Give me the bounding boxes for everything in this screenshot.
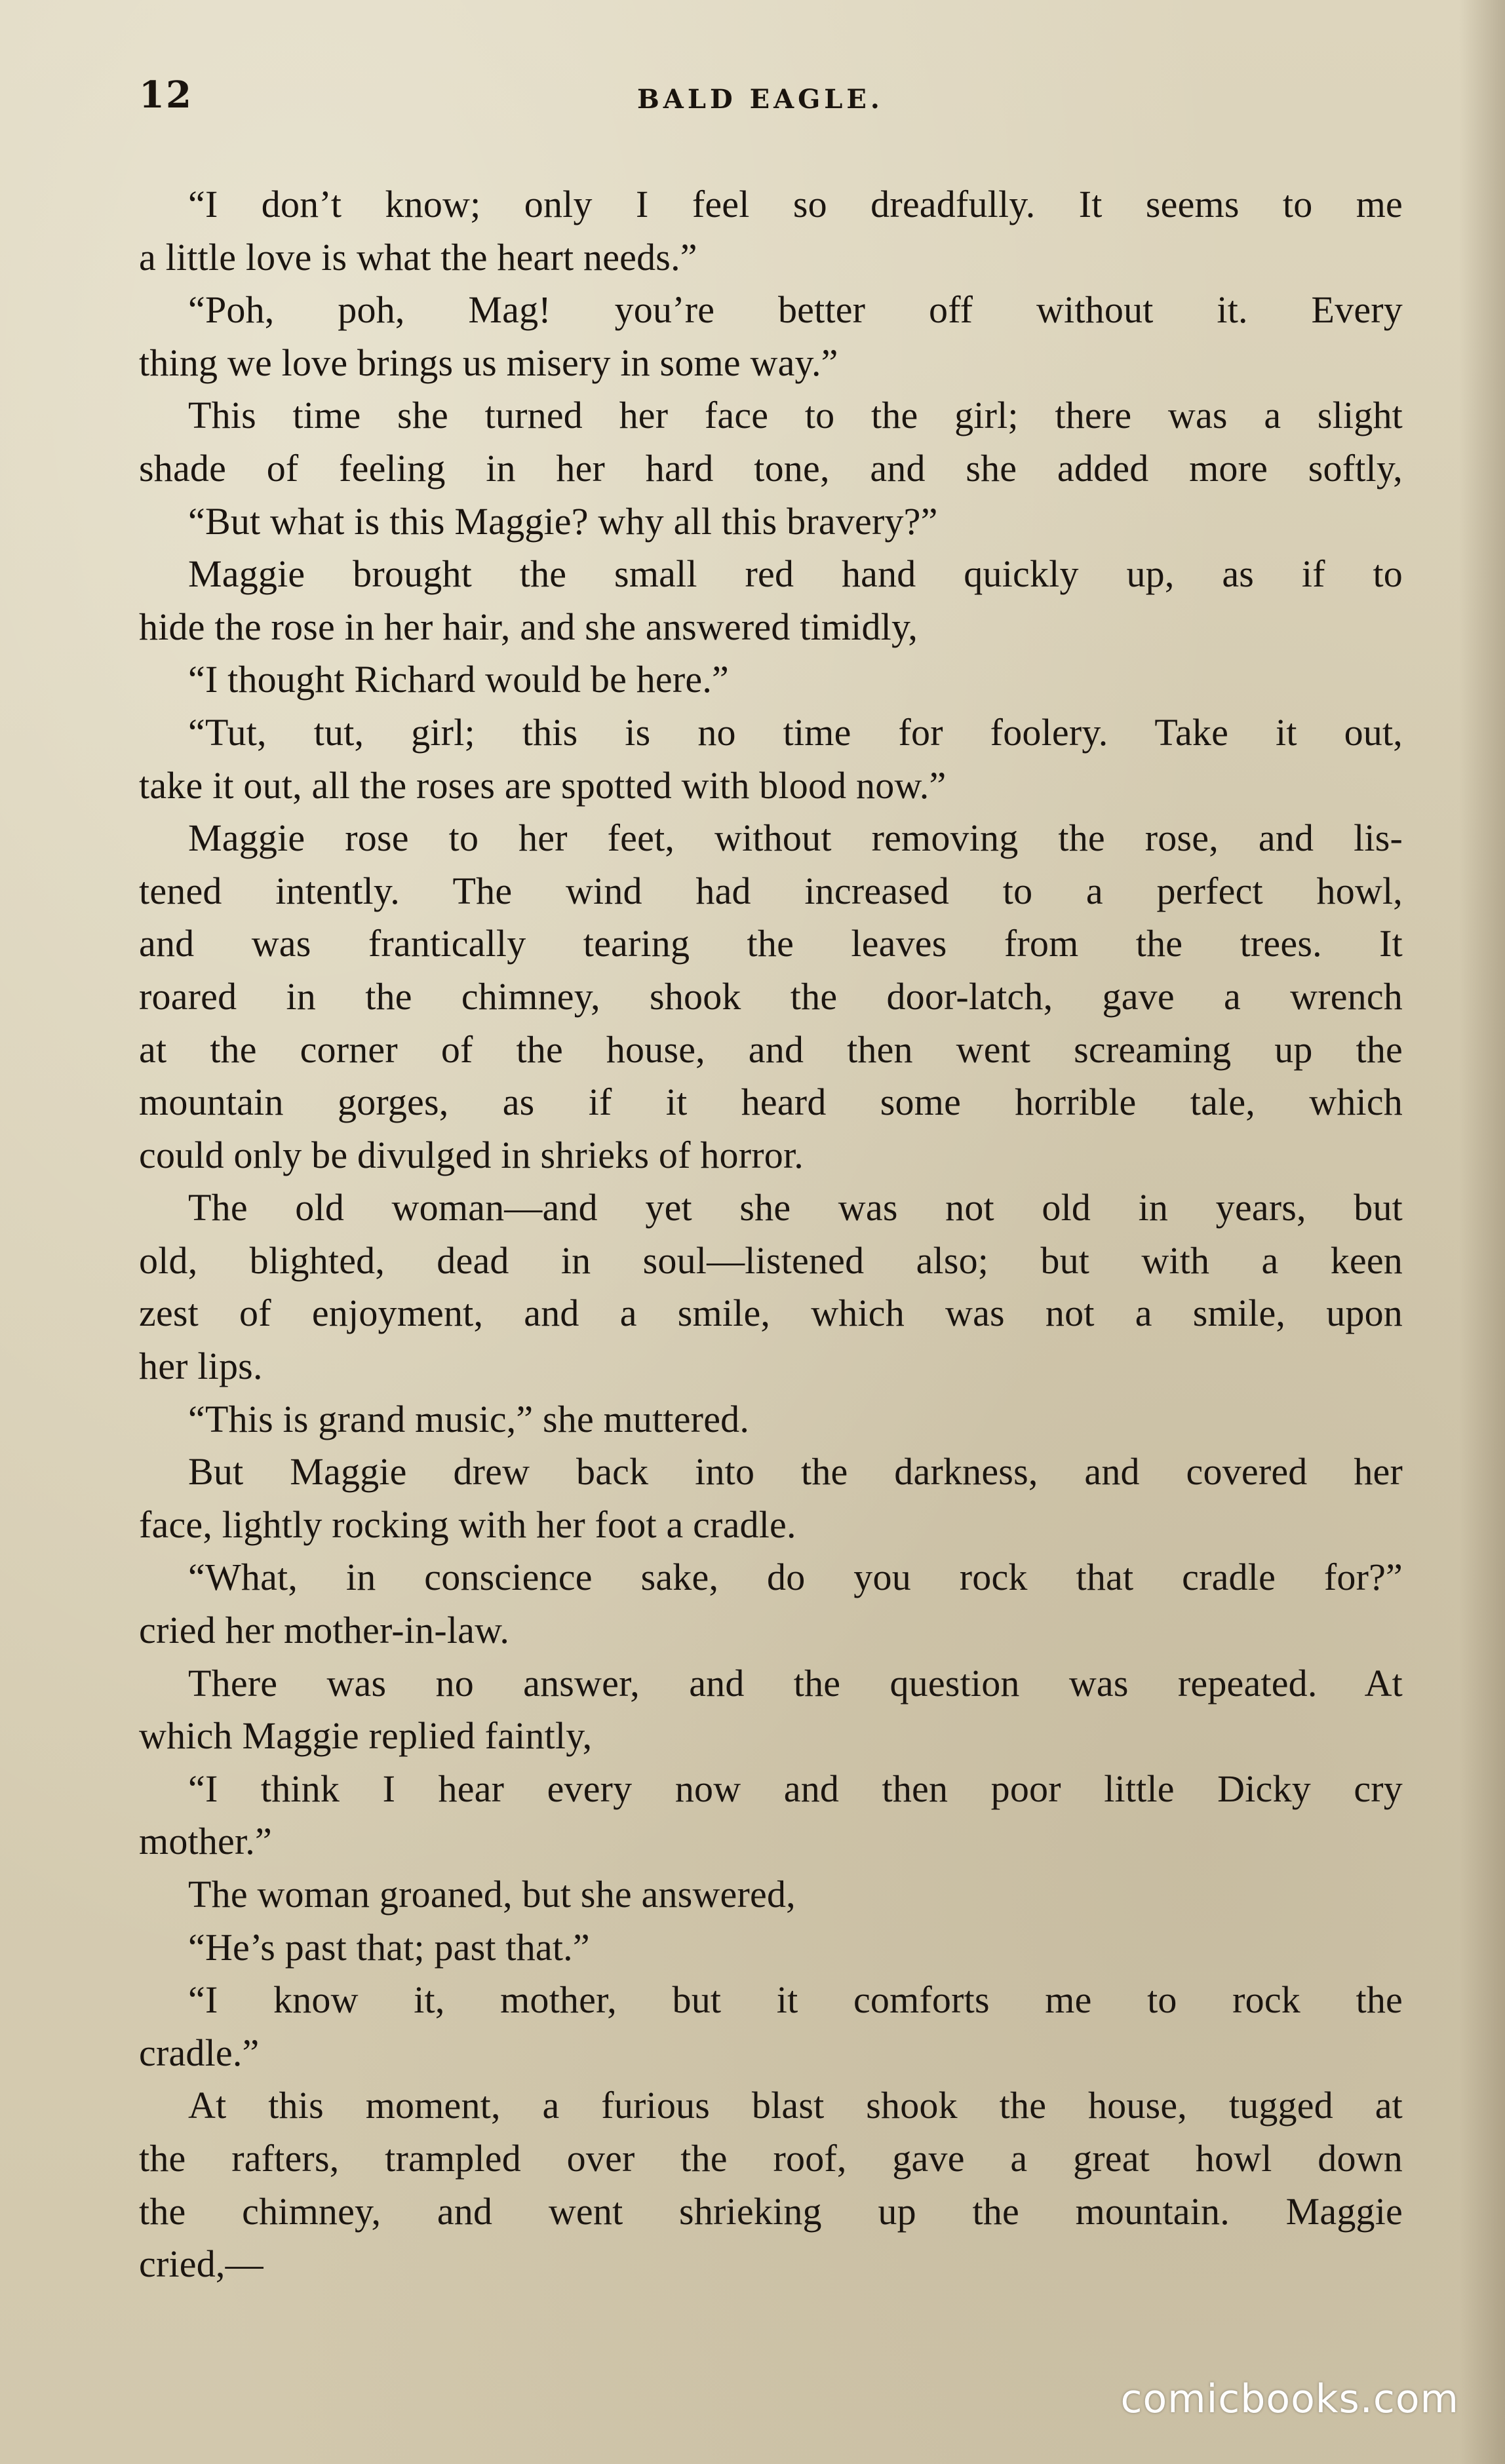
text-line: zest of enjoyment, and a smile, which was not a smile, upon: [139, 1292, 1403, 1335]
text-line: cradle.”: [139, 2031, 260, 2074]
text-line: “But what is this Maggie? why all this bravery?”: [188, 499, 938, 543]
text-line: could only be divulged in shrieks of horror.: [139, 1133, 804, 1176]
text-line: Maggie brought the small red hand quickly up, as if to: [188, 552, 1403, 596]
text-line: a little love is what the heart needs.”: [139, 235, 697, 279]
text-line: the chimney, and went shrieking up the mountain. Maggie: [139, 2189, 1403, 2233]
page-number: 12: [139, 73, 193, 117]
text-line: At this moment, a furious blast shook the house, tugged at: [188, 2084, 1403, 2127]
text-line: old, blighted, dead in soul—listened also; but with a keen: [139, 1239, 1403, 1282]
text-line: “This is grand music,” she muttered.: [188, 1397, 750, 1440]
text-line: face, lightly rocking with her foot a cradle.: [139, 1503, 796, 1546]
text-line: her lips.: [139, 1345, 263, 1388]
text-line: The old woman—and yet she was not old in years, but: [188, 1186, 1403, 1229]
text-line: “I know it, mother, but it comforts me to rock the: [188, 1978, 1403, 2022]
watermark: comicbooks.com: [1120, 2376, 1459, 2422]
page-edge-shadow: [1459, 0, 1505, 2464]
text-line: cried,—: [139, 2243, 264, 2286]
text-line: This time she turned her face to the girl; there was a slight: [188, 394, 1403, 437]
text-line: at the corner of the house, and then went screaming up the: [139, 1028, 1403, 1071]
text-line: mountain gorges, as if it heard some horrible tale, which: [139, 1081, 1403, 1124]
page-header: [139, 73, 1404, 126]
text-line: “I don’t know; only I feel so dreadfully. It seems to me: [188, 183, 1403, 225]
text-line: Maggie rose to her feet, without removing the rose, and lis-: [188, 817, 1403, 860]
text-line: “I thought Richard would be here.”: [188, 658, 729, 701]
text-line: shade of feeling in her hard tone, and she added more softly,: [139, 446, 1403, 490]
body-text: [139, 178, 1403, 2291]
text-line: roared in the chimney, shook the door-latch, gave a wrench: [139, 974, 1403, 1018]
text-line: “He’s past that; past that.”: [188, 1925, 590, 1969]
text-line: “Poh, poh, Mag! you’re better off without it. Every: [188, 288, 1403, 332]
text-line: hide the rose in her hair, and she answered timidly,: [139, 605, 918, 648]
text-line: thing we love brings us misery in some way.”: [139, 341, 838, 384]
text-line: which Maggie replied faintly,: [139, 1714, 593, 1758]
text-line: “What, in conscience sake, do you rock that cradle for?”: [188, 1556, 1403, 1599]
running-head: BALD EAGLE.: [637, 84, 884, 115]
text-line: There was no answer, and the question was repeated. At: [188, 1661, 1403, 1704]
text-line: mother.”: [139, 1820, 272, 1863]
text-line: “Tut, tut, girl; this is no time for foolery. Take it out,: [188, 710, 1403, 754]
text-line: “I think I hear every now and then poor little Dicky cry: [188, 1767, 1403, 1810]
text-line: and was frantically tearing the leaves from the trees. It: [139, 922, 1403, 965]
text-line: take it out, all the roses are spotted with blood now.”: [139, 763, 947, 807]
text-line: But Maggie drew back into the darkness, and covered her: [188, 1450, 1403, 1493]
text-line: cried her mother-in-law.: [139, 1609, 510, 1652]
text-line: tened intently. The wind had increased to a perfect howl,: [139, 869, 1403, 912]
text-line: the rafters, trampled over the roof, gave a great howl down: [139, 2136, 1403, 2180]
text-line: The woman groaned, but she answered,: [188, 1873, 796, 1915]
